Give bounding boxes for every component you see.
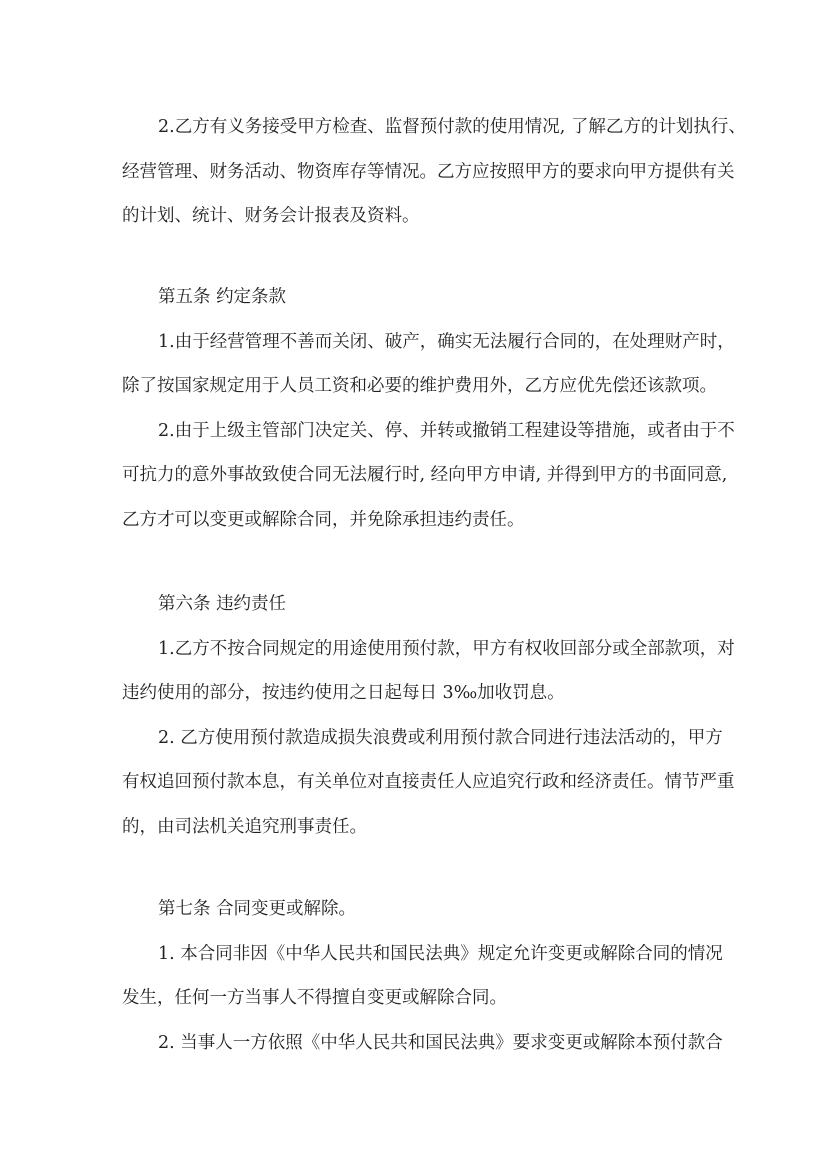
paragraph-line: 2. 乙方使用预付款造成损失浪费或利用预付款合同进行违法活动的，甲方	[158, 727, 723, 748]
section-heading: 第五条 约定条款	[158, 287, 287, 307]
paragraph-line: 1. 本合同非因《中华人民共和国民法典》规定允许变更或解除合同的情况	[158, 943, 723, 964]
paragraph-line: 2.由于上级主管部门决定关、停、并转或撤销工程建设等措施，或者由于不	[158, 420, 735, 441]
paragraph-line: 的计划、统计、财务会计报表及资料。	[122, 206, 420, 227]
paragraph-line: 可抗力的意外事故致使合同无法履行时, 经向甲方申请, 并得到甲方的书面同意,	[122, 465, 728, 486]
paragraph-line: 2. 当事人一方依照《中华人民共和国民法典》要求变更或解除本预付款合	[158, 1032, 723, 1053]
section-heading: 第六条 违约责任	[158, 594, 287, 614]
paragraph-line: 2.乙方有义务接受甲方检查、监督预付款的使用情况, 了解乙方的计划执行、	[158, 117, 746, 137]
paragraph-line: 的，由司法机关追究刑事责任。	[122, 817, 367, 837]
paragraph-line: 除了按国家规定用于人员工资和必要的维护费用外，乙方应优先偿还该款项。	[122, 376, 717, 397]
paragraph-line: 1.由于经营管理不善而关闭、破产，确实无法履行合同的，在处理财产时，	[158, 331, 735, 352]
paragraph-line: 有权追回预付款本息，有关单位对直接责任人应追究行政和经济责任。情节严重	[122, 772, 735, 793]
paragraph-line: 发生，任何一方当事人不得擅自变更或解除合同。	[122, 988, 507, 1009]
paragraph-line: 1.乙方不按合同规定的用途使用预付款，甲方有权收回部分或全部款项，对	[158, 638, 735, 659]
section-heading: 第七条 合同变更或解除。	[158, 899, 357, 919]
paragraph-line: 乙方才可以变更或解除合同，并免除承担违约责任。	[122, 510, 525, 530]
paragraph-line: 经营管理、财务活动、物资库存等情况。乙方应按照甲方的要求向甲方提供有关	[122, 161, 735, 182]
paragraph-line: 违约使用的部分，按违约使用之日起每日 3‰加收罚息。	[122, 683, 565, 704]
